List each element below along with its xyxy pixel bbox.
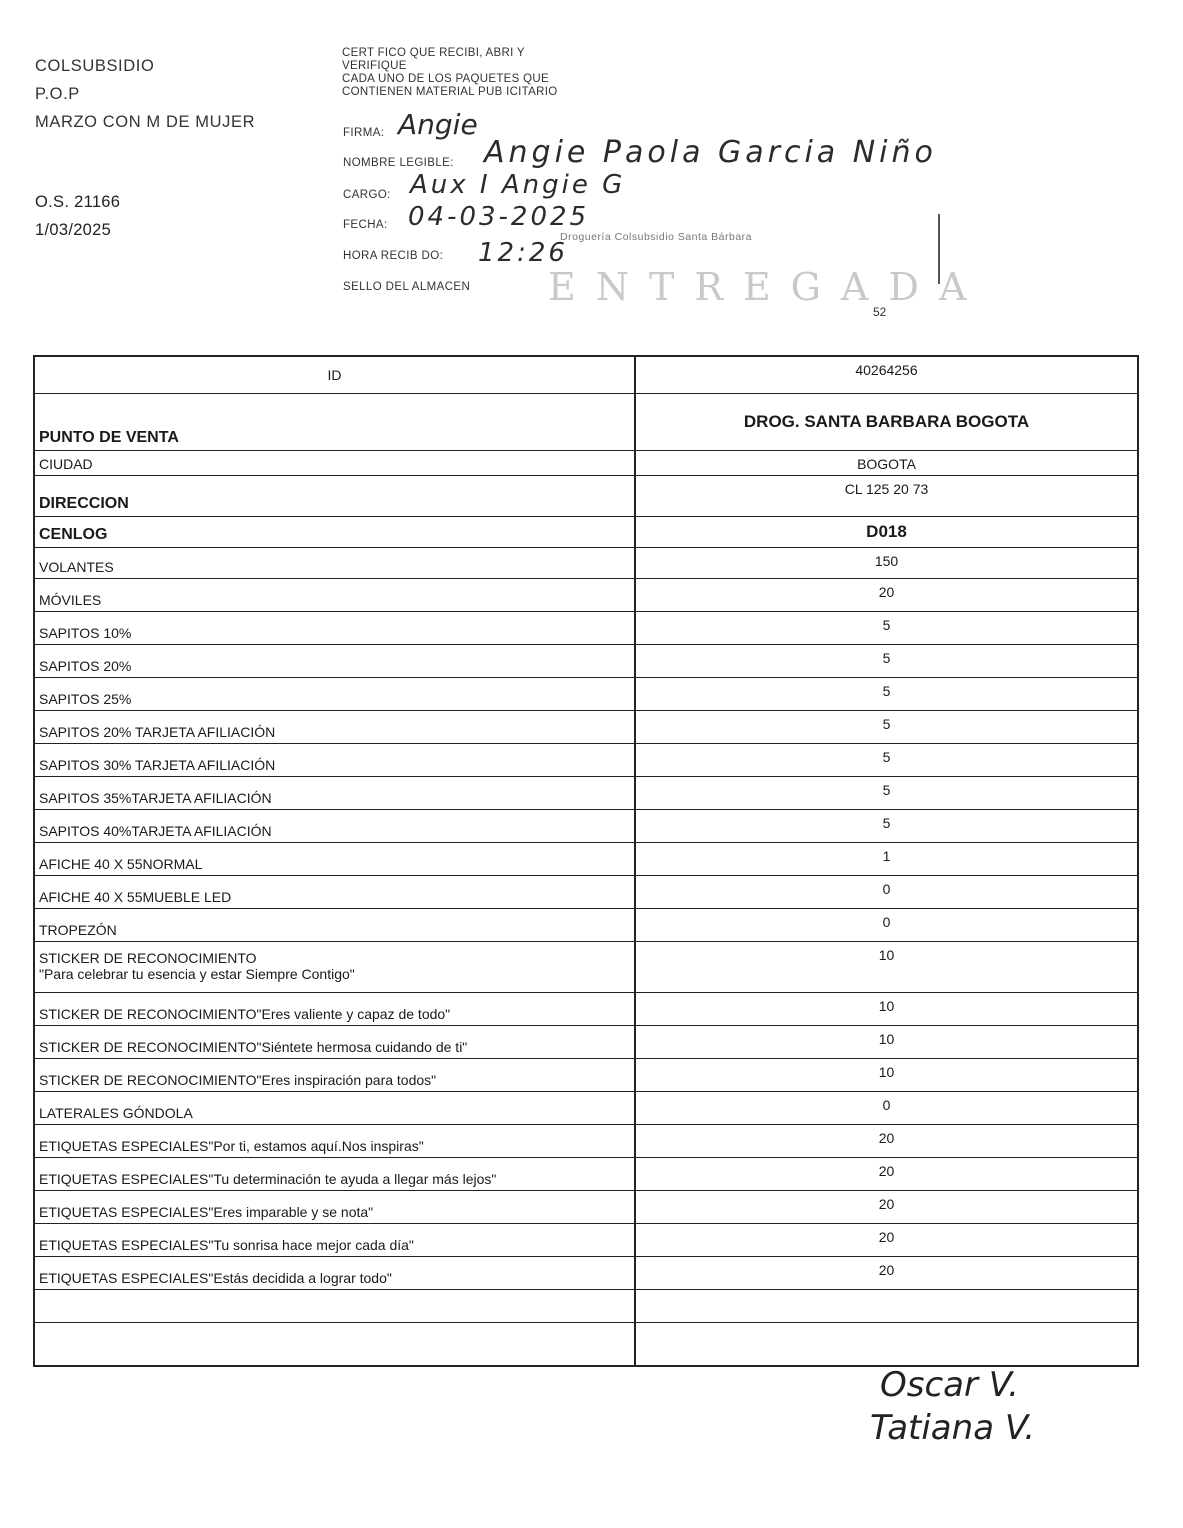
row-value: 5 — [882, 782, 891, 798]
certification-text — [342, 47, 557, 99]
row-label: ETIQUETAS ESPECIALES"Tu determinación te ayuda a llegar más lejos" — [35, 1158, 636, 1190]
row-value: 20 — [878, 1196, 895, 1212]
hora-label: HORA RECIB DO: — [343, 250, 444, 262]
row-value: 5 — [882, 683, 891, 699]
cert-line-4: CONTIENEN MATERIAL PUB ICITARIO — [342, 86, 558, 98]
table-row — [35, 451, 1137, 476]
row-value: 0 — [882, 914, 891, 930]
row-label: ID — [35, 357, 636, 393]
order-number: O.S. 21166 — [35, 193, 121, 211]
row-label — [35, 942, 636, 992]
table-row — [35, 1191, 1137, 1224]
table-row — [35, 909, 1137, 942]
table-row — [35, 876, 1137, 909]
cert-line-1: CERT FICO QUE RECIBI, ABRI Y — [342, 47, 525, 59]
fecha-value: 04-03-2025 — [408, 202, 590, 232]
cert-line-2: VERIFIQUE — [342, 60, 407, 72]
row-value: 5 — [882, 815, 891, 831]
header-left — [35, 52, 255, 136]
table-row — [35, 394, 1137, 451]
row-label: PUNTO DE VENTA — [35, 394, 636, 450]
nombre-value: Angie Paola Garcia Niño — [484, 135, 937, 170]
table-row — [35, 1026, 1137, 1059]
stamp-entregada: ENTREGADA — [548, 265, 987, 309]
row-label: SAPITOS 40%TARJETA AFILIACIÓN — [35, 810, 636, 842]
row-label: LATERALES GÓNDOLA — [35, 1092, 636, 1124]
campaign-name: MARZO CON M DE MUJER — [35, 113, 256, 131]
row-value: 0 — [882, 881, 891, 897]
table-row — [35, 1092, 1137, 1125]
row-label: TROPEZÓN — [35, 909, 636, 941]
table-row — [35, 1224, 1137, 1257]
material-table — [33, 355, 1139, 1367]
company-name: COLSUBSIDIO — [35, 57, 155, 75]
table-row — [35, 711, 1137, 744]
signature-tatiana: Tatiana V. — [870, 1408, 1036, 1448]
row-value: 20 — [878, 1262, 895, 1278]
row-value: 20 — [878, 1229, 895, 1245]
row-label: STICKER DE RECONOCIMIENTO"Eres valiente y capaz de todo" — [35, 993, 636, 1025]
stamp-number: 52 — [873, 305, 887, 319]
table-row — [35, 548, 1137, 579]
table-row — [35, 678, 1137, 711]
row-value: 20 — [878, 1130, 895, 1146]
table-row — [35, 1257, 1137, 1290]
row-label: CIUDAD — [35, 451, 636, 475]
stamp-border — [938, 214, 944, 284]
row-label: SAPITOS 10% — [35, 612, 636, 644]
fecha-label: FECHA: — [343, 219, 388, 231]
table-row — [35, 810, 1137, 843]
row-label: ETIQUETAS ESPECIALES"Tu sonrisa hace mejor cada día" — [35, 1224, 636, 1256]
row-label: SAPITOS 30% TARJETA AFILIACIÓN — [35, 744, 636, 776]
table-row — [35, 1125, 1137, 1158]
row-value: 1 — [882, 848, 891, 864]
table-row — [35, 1059, 1137, 1092]
hora-value: 12:26 — [478, 238, 568, 268]
row-value: CL 125 20 73 — [844, 481, 929, 497]
table-row — [35, 645, 1137, 678]
row-value: 10 — [878, 1031, 895, 1047]
row-value — [636, 1290, 1137, 1322]
table-row — [35, 579, 1137, 612]
row-value — [636, 1323, 1137, 1365]
row-value: 40264256 — [855, 362, 918, 378]
firma-value: Angie — [398, 108, 478, 141]
row-label: STICKER DE RECONOCIMIENTO"Siéntete hermosa cuidando de ti" — [35, 1026, 636, 1058]
row-label — [35, 1323, 636, 1365]
row-value: 0 — [882, 1097, 891, 1113]
cert-line-3: CADA UNO DE LOS PAQUETES QUE — [342, 73, 549, 85]
table-row — [35, 1290, 1137, 1323]
row-label: SAPITOS 25% — [35, 678, 636, 710]
table-row — [35, 1158, 1137, 1191]
sello-label: SELLO DEL ALMACEN — [343, 281, 471, 293]
table-row — [35, 517, 1137, 548]
row-label: STICKER DE RECONOCIMIENTO"Eres inspiración para todos" — [35, 1059, 636, 1091]
row-value: BOGOTA — [857, 456, 916, 472]
signature-oscar: Oscar V. — [880, 1365, 1019, 1405]
stamp-store-name: Droguería Colsubsidio Santa Bárbara — [560, 231, 753, 243]
row-value: 5 — [882, 716, 891, 732]
table-row — [35, 1323, 1137, 1365]
row-label: ETIQUETAS ESPECIALES"Estás decidida a lograr todo" — [35, 1257, 636, 1289]
row-label: SAPITOS 20% TARJETA AFILIACIÓN — [35, 711, 636, 743]
row-label: DIRECCION — [35, 476, 636, 516]
cargo-value: Aux I Angie G — [410, 170, 626, 200]
row-label: SAPITOS 35%TARJETA AFILIACIÓN — [35, 777, 636, 809]
row-label: SAPITOS 20% — [35, 645, 636, 677]
row-value: 20 — [878, 1163, 895, 1179]
table-row — [35, 993, 1137, 1026]
order-info — [35, 188, 120, 244]
table-row — [35, 942, 1137, 993]
row-label: MÓVILES — [35, 579, 636, 611]
row-value: 5 — [882, 617, 891, 633]
table-row — [35, 357, 1137, 394]
row-value: 20 — [878, 584, 895, 600]
row-label: AFICHE 40 X 55NORMAL — [35, 843, 636, 875]
row-value: 5 — [882, 749, 891, 765]
row-value: D018 — [866, 522, 907, 541]
header-line2: P.O.P — [35, 85, 80, 103]
row-value: 150 — [874, 553, 899, 569]
table-row — [35, 777, 1137, 810]
row-label-line2: "Para celebrar tu esencia y estar Siempre Contigo" — [39, 965, 355, 982]
row-value: 10 — [878, 998, 895, 1014]
order-date: 1/03/2025 — [35, 221, 112, 239]
row-value: 10 — [878, 1064, 895, 1080]
row-label: AFICHE 40 X 55MUEBLE LED — [35, 876, 636, 908]
row-value: 5 — [882, 650, 891, 666]
row-label — [35, 1290, 636, 1322]
firma-label: FIRMA: — [343, 127, 385, 139]
row-label: VOLANTES — [35, 548, 636, 578]
row-label: ETIQUETAS ESPECIALES"Por ti, estamos aquí.Nos inspiras" — [35, 1125, 636, 1157]
table-row — [35, 744, 1137, 777]
row-value: 10 — [878, 947, 895, 963]
table-row — [35, 612, 1137, 645]
row-label: CENLOG — [35, 517, 636, 547]
nombre-label: NOMBRE LEGIBLE: — [343, 157, 454, 169]
table-row — [35, 843, 1137, 876]
row-label-line1: STICKER DE RECONOCIMIENTO — [39, 949, 257, 966]
table-row — [35, 476, 1137, 517]
row-value: DROG. SANTA BARBARA BOGOTA — [743, 412, 1030, 431]
row-label: ETIQUETAS ESPECIALES"Eres imparable y se nota" — [35, 1191, 636, 1223]
cargo-label: CARGO: — [343, 189, 391, 201]
